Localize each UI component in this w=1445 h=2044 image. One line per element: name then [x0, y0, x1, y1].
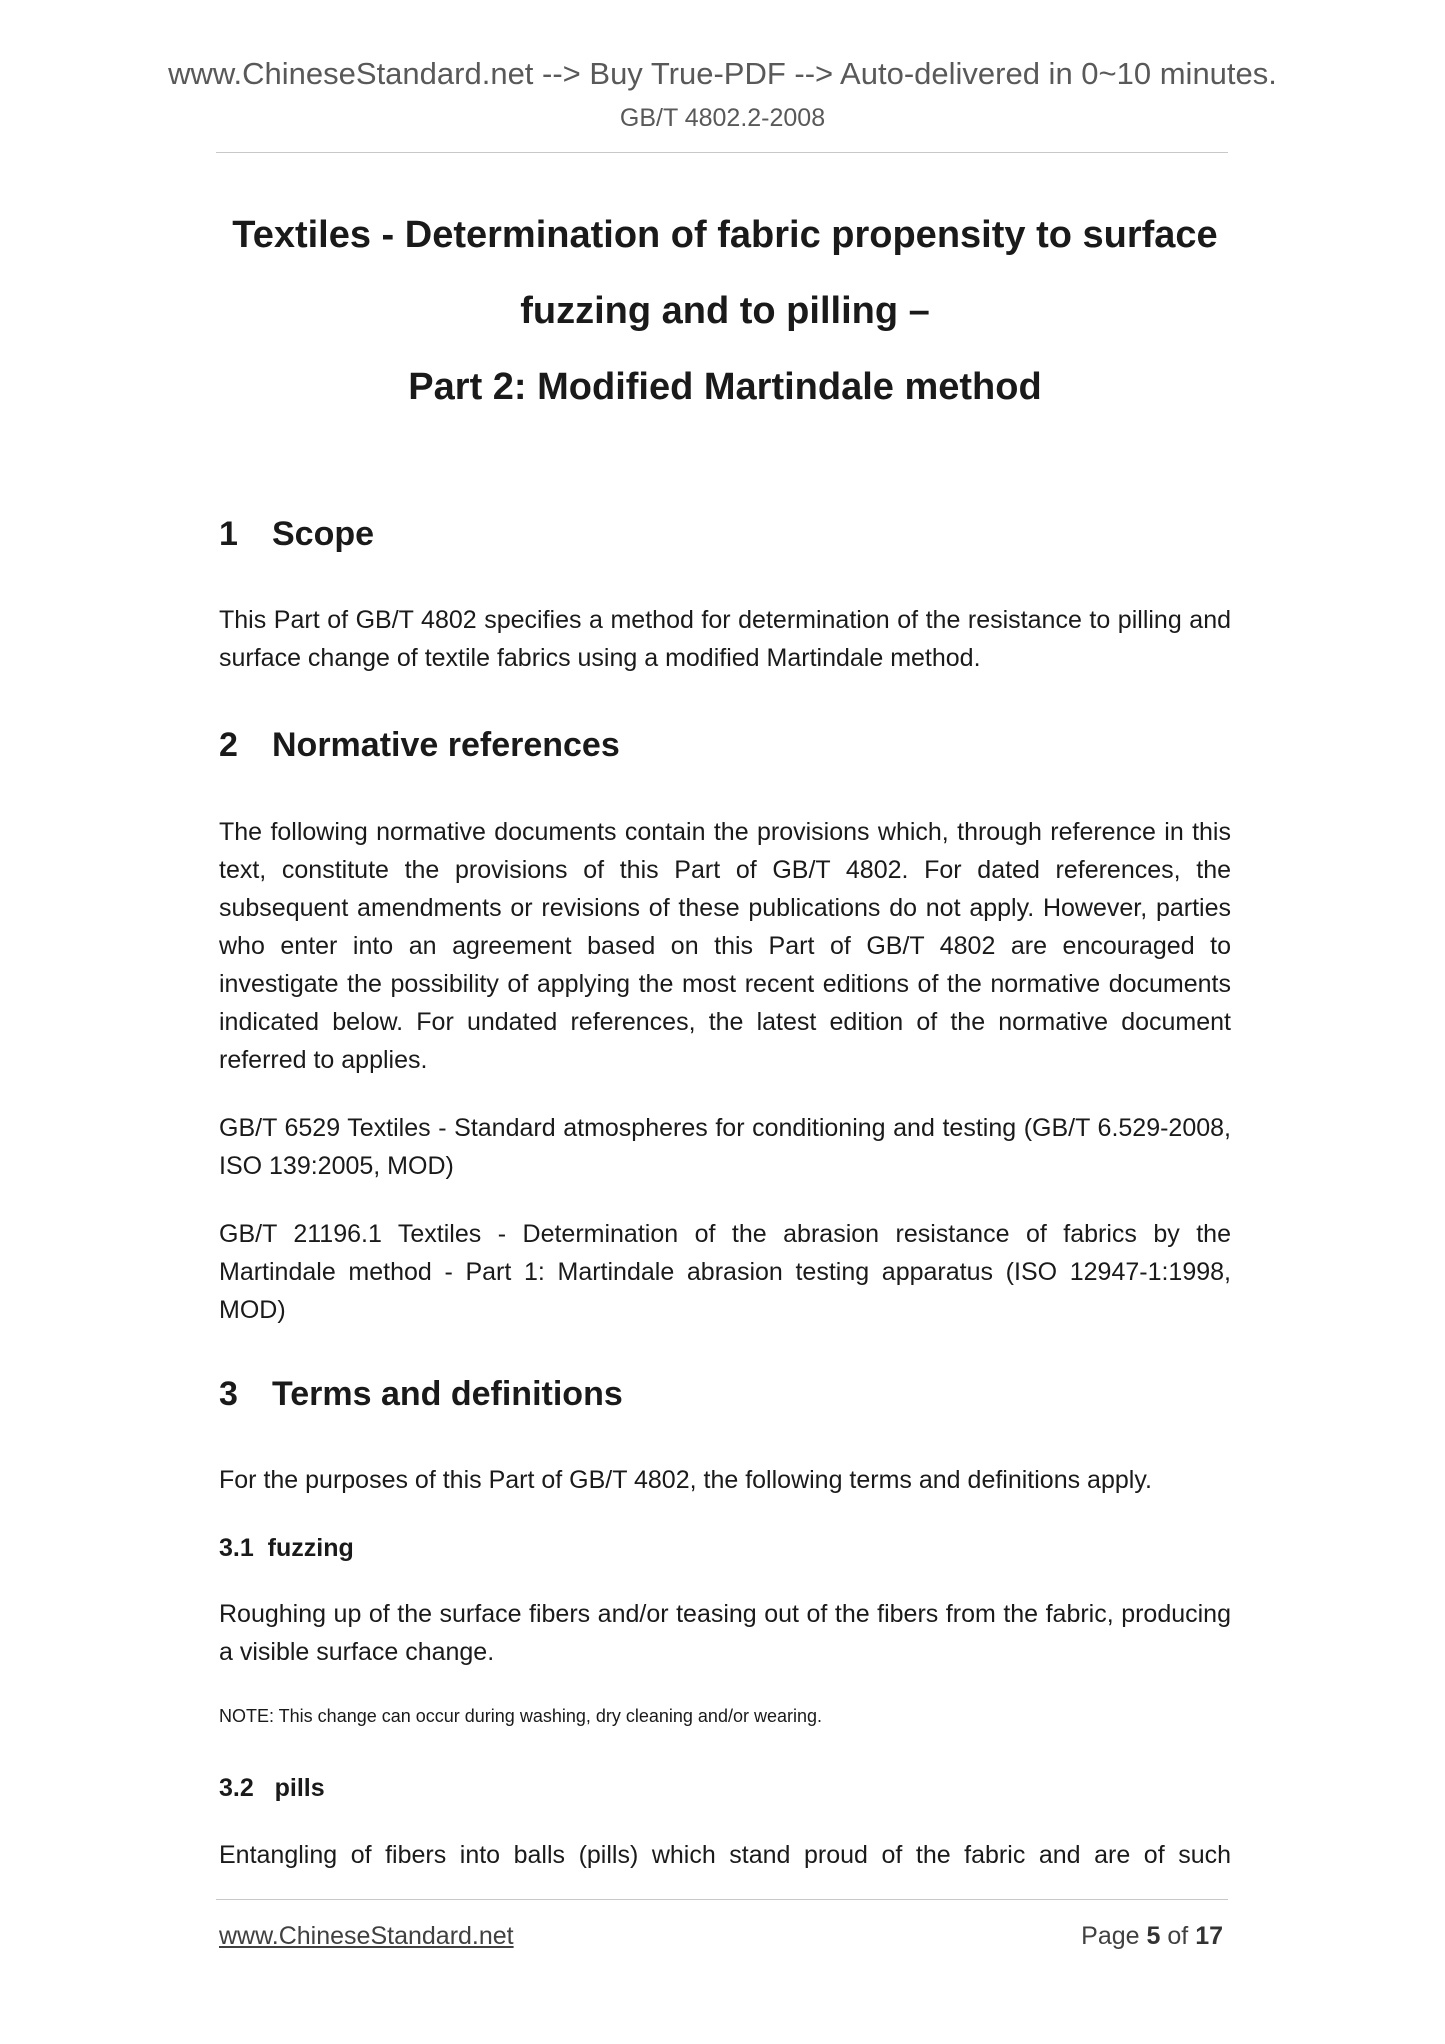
page-current: 5 [1146, 1922, 1161, 1950]
header-standard-code: GB/T 4802.2-2008 [619, 104, 826, 132]
term-3-2-term: pills [274, 1774, 325, 1802]
section-1-title: Scope [272, 515, 375, 553]
terms-intro: For the purposes of this Part of GB/T 4802, the following terms and definitions apply. [219, 1466, 1152, 1494]
footer-divider [216, 1899, 1228, 1900]
term-3-1-definition: Roughing up of the surface fibers and/or teasing out of the fibers from the fabric, producing a visible surface change. [219, 1600, 1231, 1666]
term-3-2-definition: Entangling of fibers into balls (pills) which stand proud of the fabric and are of such [219, 1841, 1231, 1869]
term-3-2-heading [219, 1774, 325, 1803]
title-line-2: fuzzing and to pilling – [520, 290, 930, 332]
header-divider [216, 152, 1228, 153]
title-line-3: Part 2: Modified Martindale method [408, 366, 1042, 408]
section-3-number: 3 [219, 1375, 238, 1413]
section-2-number: 2 [219, 726, 238, 764]
section-1-number: 1 [219, 515, 238, 553]
footer-page-number [1081, 1922, 1223, 1951]
footer-site-link[interactable]: www.ChineseStandard.net [219, 1922, 514, 1950]
section-3-title: Terms and definitions [272, 1375, 623, 1413]
reference-gbt-21196-1: GB/T 21196.1 Textiles - Determination of the abrasion resistance of fabrics by the Martindale method - Part 1: Martindale abrasion testing apparatus (ISO 12947-1:1998, MOD) [219, 1220, 1231, 1324]
header-banner: www.ChineseStandard.net --> Buy True-PDF --> Auto-delivered in 0~10 minutes. [168, 56, 1277, 91]
title-line-1: Textiles - Determination of fabric propensity to surface [232, 214, 1218, 256]
section-2-heading [219, 726, 620, 765]
section-2-title: Normative references [272, 726, 620, 764]
section-3-heading [219, 1375, 623, 1414]
term-3-1-heading [219, 1534, 354, 1563]
scope-paragraph: This Part of GB/T 4802 specifies a method for determination of the resistance to pilling and surface change of textile fabrics using a modified Martindale method. [219, 606, 1231, 672]
term-3-2-number: 3.2 [219, 1774, 254, 1802]
term-3-1-note: NOTE: This change can occur during washing, dry cleaning and/or wearing. [219, 1706, 822, 1726]
section-1-heading [219, 515, 374, 554]
page-label: Page [1081, 1922, 1140, 1950]
page-total: 17 [1195, 1922, 1223, 1950]
page-of-label: of [1167, 1922, 1189, 1950]
normative-paragraph: The following normative documents contain the provisions which, through reference in this text, constitute the provisions of this Part of GB/T 4802. For dated references, the subsequent amendments or revisions of these publications do not apply. However, parties who enter into an agreement based on this Part of GB/T 4802 are encouraged to investigate the possibility of applying the most recent editions of the normative documents indicated below. For undated references, the latest edition of the normative document referred to applies. [219, 818, 1231, 1074]
term-3-1-term: fuzzing [267, 1534, 354, 1562]
term-3-1-number: 3.1 [219, 1534, 254, 1562]
reference-gbt-6529: GB/T 6529 Textiles - Standard atmospheres for conditioning and testing (GB/T 6.529-2008, ISO 139:2005, MOD) [219, 1114, 1231, 1180]
